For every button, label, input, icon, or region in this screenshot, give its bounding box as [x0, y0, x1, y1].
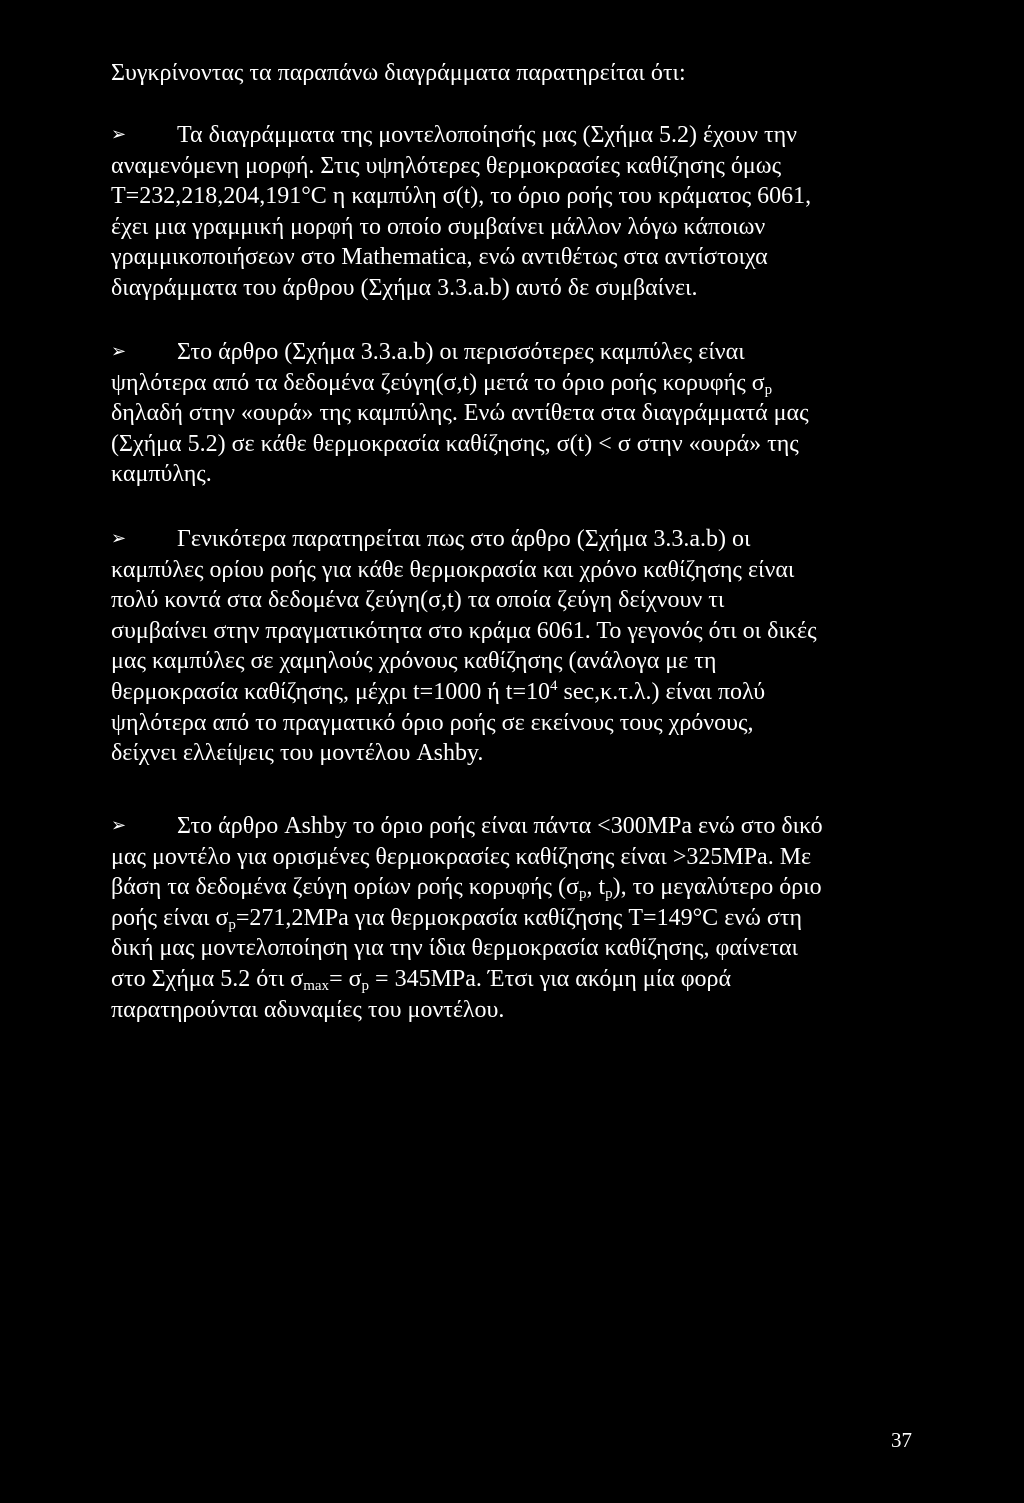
bullet-point-2 [111, 337, 911, 490]
bullet-1-line-2: αναμενόμενη μορφή. Στις υψηλότερες θερμοκρασίες καθίζησης όμως [111, 152, 782, 179]
bullet-3-line-1: ➢ Γενικότερα παρατηρείται πως στο άρθρο (Σχήμα 3.3.a.b) οι [111, 524, 911, 555]
bullet-2-line-4: (Σχήμα 5.2) σε κάθε θερμοκρασία καθίζησης, σ(t) < σ στην «ουρά» της [111, 430, 799, 457]
bullet-4-line-4: ροής είναι $\sigma_p=271,2MPa$ για θερμοκρασία καθίζησης T=149°C ενώ στη [111, 904, 803, 933]
bullet-point-3 [111, 524, 911, 769]
bullet-4-line-5: δική μας μοντελοποίηση για την ίδια θερμοκρασία καθίζησης, φαίνεται [111, 935, 798, 962]
bullet-1-line-5: γραμμικοποιήσεων στο Mathematica, ενώ αντιθέτως στα αντίστοιχα [111, 244, 768, 271]
bullet-arrow-icon: ➢ [111, 124, 127, 145]
bullet-arrow-icon: ➢ [111, 815, 127, 836]
bullet-arrow-icon: ➢ [111, 528, 127, 549]
bullet-2-line-1: ➢ Στο άρθρο (Σχήμα 3.3.a.b) οι περισσότερες καμπύλες είναι [111, 337, 911, 368]
bullet-3-line-2: καμπύλες ορίου ροής για κάθε θερμοκρασία και χρόνο καθίζησης είναι [111, 556, 795, 583]
bullet-4-line-6: στο Σχήμα 5.2 ότι $\sigma_{max}= \sigma_p = 345MPa$. Έτσι για ακόμη μία φορά [111, 965, 732, 994]
bullet-4-line-7: παρατηρούνται αδυναμίες του μοντέλου. [111, 996, 505, 1023]
bullet-3-line-5: μας καμπύλες σε χαμηλούς χρόνους καθίζησης (ανάλογα με τη [111, 648, 717, 675]
bullet-3-line-4: συμβαίνει στην πραγματικότητα στο κράμα 6061. Το γεγονός ότι οι δικές [111, 617, 817, 644]
bullet-4-line-1: ➢ Στο άρθρο Ashby το όριο ροής είναι πάντα <300MPa ενώ στο δικό [111, 811, 911, 842]
bullet-1-line-6: διαγράμματα του άρθρου (Σχήμα 3.3.a.b) αυτό δε συμβαίνει. [111, 274, 698, 301]
bullet-4-line-2: μας μοντέλο για ορισμένες θερμοκρασίες καθίζησης είναι >325MPa. Με [111, 843, 812, 870]
bullet-2-line-5: καμπύλης. [111, 461, 212, 488]
bullet-point-4 [111, 811, 911, 1025]
bullet-3-line-6: θερμοκρασία καθίζησης, μέχρι t=1000 ή $t=10^4$ sec,κ.τ.λ.) είναι πολύ [111, 677, 766, 705]
intro-paragraph: Συγκρίνοντας τα παραπάνω διαγράμματα παρατηρείται ότι: [111, 60, 686, 86]
bullet-1-line-1: ➢ Τα διαγράμματα της μοντελοποίησής μας (Σχήμα 5.2) έχουν την [111, 120, 911, 151]
bullet-2-line-3: δηλαδή στην «ουρά» της καμπύλης. Ενώ αντίθετα στα διαγράμματά μας [111, 400, 809, 427]
bullet-3-line-8: δείχνει ελλείψεις του μοντέλου Ashby. [111, 740, 484, 767]
bullet-point-1 [111, 120, 911, 304]
bullet-1-line-4: έχει μια γραμμική μορφή το οποίο συμβαίνει μάλλον λόγω κάποιων [111, 213, 766, 240]
bullet-arrow-icon: ➢ [111, 341, 127, 362]
bullet-3-line-7: ψηλότερα από το πραγματικό όριο ροής σε εκείνους τους χρόνους, [111, 709, 754, 736]
bullet-3-line-3: πολύ κοντά στα δεδομένα ζεύγη(σ,t) τα οποία ζεύγη δείχνουν τι [111, 587, 725, 614]
bullet-2-line-2: ψηλότερα από τα δεδομένα ζεύγη(σ,t) μετά το όριο ροής κορυφής $\sigma_p$ [111, 369, 773, 398]
bullet-1-line-3: T=232,218,204,191°C η καμπύλη σ(t), το όριο ροής του κράματος 6061, [111, 183, 812, 210]
bullet-4-line-3: βάση τα δεδομένα ζεύγη ορίων ροής κορυφής ($\sigma_p$, $t_p$), το μεγαλύτερο όριο [111, 874, 822, 903]
page-number: 37 [891, 1428, 912, 1452]
